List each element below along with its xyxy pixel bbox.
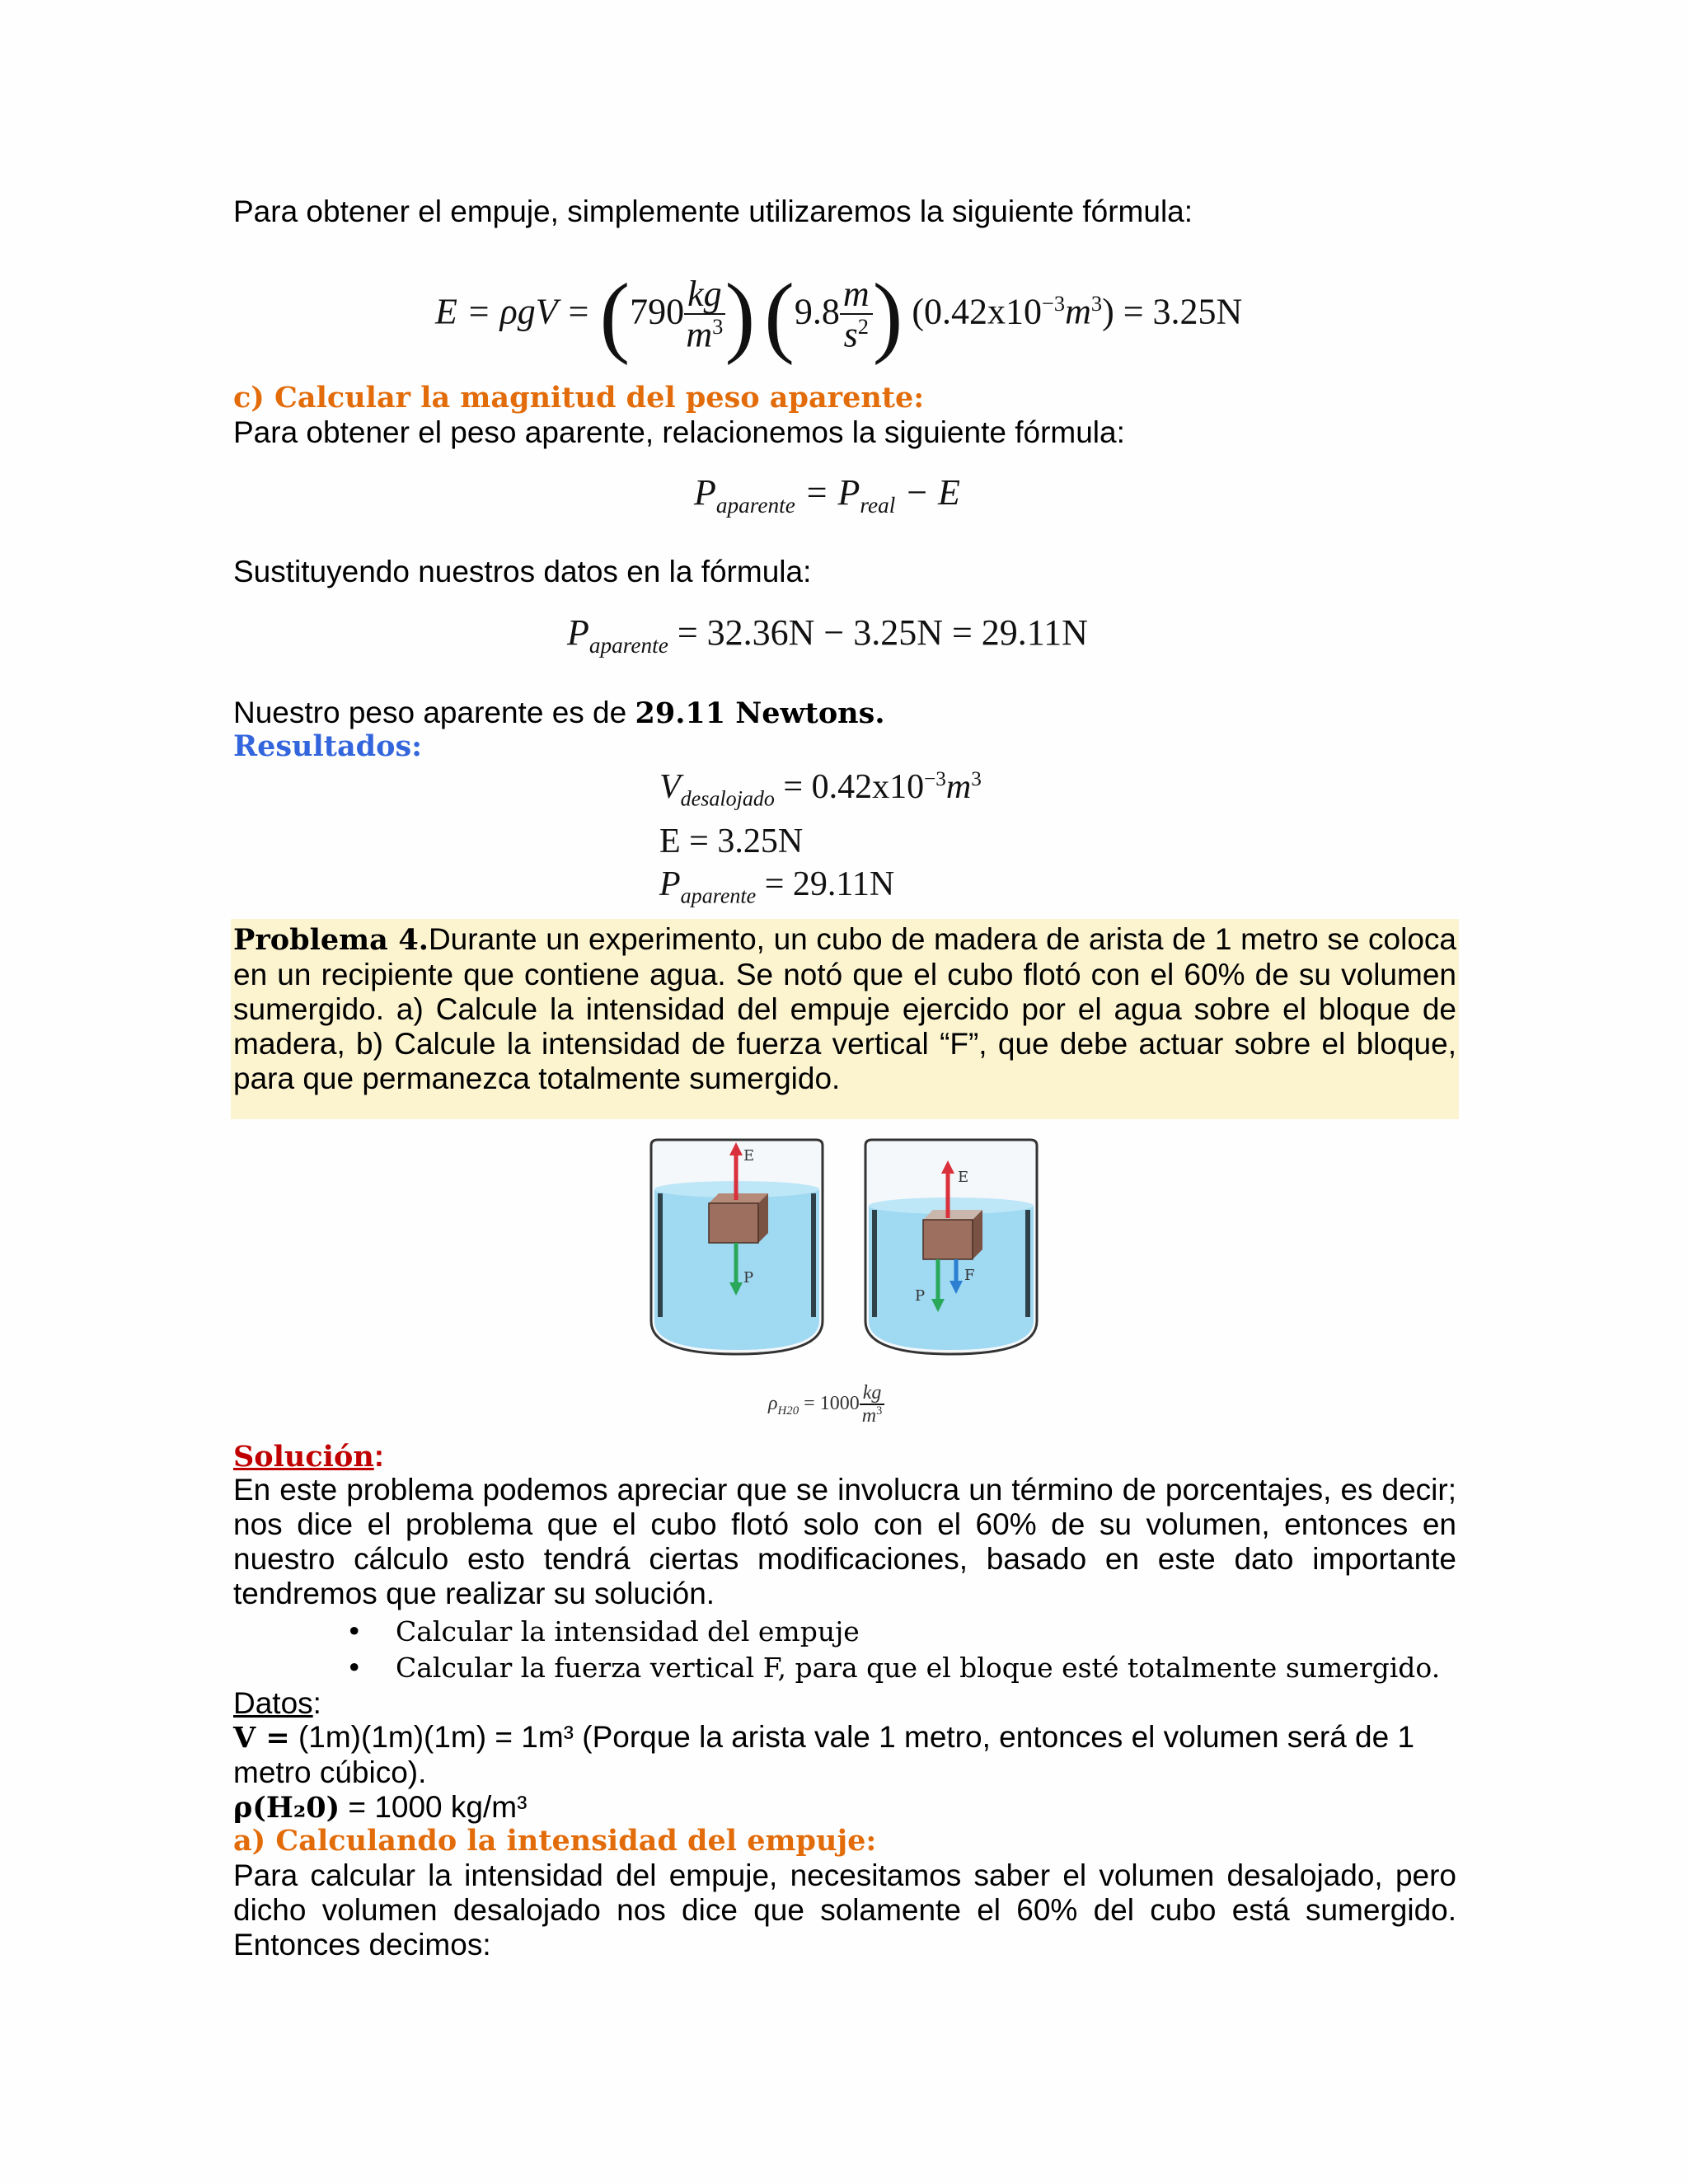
datos-heading bbox=[233, 1685, 321, 1721]
beakers-figure bbox=[643, 1136, 1047, 1366]
beaker-right bbox=[865, 1140, 1037, 1354]
rho-symbol: ρ bbox=[768, 1393, 778, 1414]
res-p-rest: = 29.11N bbox=[756, 865, 895, 904]
section-c-title: c) Calcular la magnitud del peso aparente: bbox=[233, 381, 925, 415]
formula-papn-sub: aparente bbox=[588, 632, 668, 658]
resultado-empuje: E = 3.25N bbox=[659, 823, 804, 861]
v-label: V = bbox=[233, 1721, 290, 1755]
v-text: (1m)(1m)(1m) = 1m³ (Porque la arista vale 1 metro, entonces el volumen será de 1 metro cúbico). bbox=[233, 1720, 1415, 1789]
formula-pap-eq: = P bbox=[795, 472, 860, 513]
bullet-dot: • bbox=[346, 1615, 363, 1647]
rho-num: kg bbox=[862, 1381, 882, 1404]
res-v-unit-exp: 3 bbox=[971, 768, 982, 790]
solucion-colon: : bbox=[373, 1439, 385, 1473]
formula-vol-exp: −3 bbox=[1042, 291, 1066, 316]
formula-peso-aparente-numeric bbox=[567, 612, 1088, 658]
formula-g-value: 9.8 bbox=[794, 291, 840, 332]
intro-empuje: Para obtener el empuje, simplemente utilizaremos la siguiente fórmula: bbox=[233, 194, 1193, 228]
formula-pap-sub-ap: aparente bbox=[715, 492, 795, 518]
resultado-volumen bbox=[659, 758, 982, 820]
datos-colon: : bbox=[312, 1686, 321, 1720]
label-p-right: P bbox=[915, 1287, 926, 1305]
label-p-left: P bbox=[743, 1269, 754, 1286]
rho-eq: = 1000 bbox=[799, 1393, 860, 1414]
formula-pap-sub-real: real bbox=[860, 492, 896, 518]
formula-empuje-lhs: E = ρgV = bbox=[435, 291, 591, 332]
label-e-left: E bbox=[743, 1147, 755, 1165]
peso-aparente-text: Nuestro peso aparente es de bbox=[233, 696, 635, 729]
bullet-item-2 bbox=[346, 1650, 1459, 1686]
formula-papn-p: P bbox=[567, 612, 589, 653]
label-e-right: E bbox=[958, 1169, 969, 1186]
formula-papn-rest: = 32.36N − 3.25N = 29.11N bbox=[668, 612, 1088, 653]
rho-den: m bbox=[861, 1404, 877, 1427]
rho-text: = 1000 kg/m³ bbox=[340, 1790, 528, 1824]
problem-4-text: Durante un experimento, un cubo de madera de arista de 1 metro se coloca en un recipiente que contiene agua. Se notó que el cubo flotó con el 60% de su volumen sumergido. a) Calcule la intensidad del empuje ejercido por el agua sobre el bloque de madera, b) Calcule la intensidad de fuerza vertical “F”, que debe actuar sobre el bloque, para que permanezca totalmente sumergido. bbox=[233, 922, 1456, 1095]
formula-g-den: s bbox=[843, 314, 858, 355]
formula-peso-aparente bbox=[694, 471, 960, 518]
bullet-text-2: Calcular la fuerza vertical F, para que el bloque esté totalmente sumergido. bbox=[396, 1652, 1441, 1684]
formula-vol-unit: m bbox=[1065, 291, 1091, 332]
section-a-title: a) Calculando la intensidad del empuje: bbox=[233, 1824, 877, 1858]
rho-sub: H20 bbox=[777, 1404, 799, 1418]
peso-aparente-line bbox=[233, 695, 1470, 731]
formula-pap-rest: − E bbox=[895, 472, 960, 513]
formula-rho-num: kg bbox=[687, 273, 722, 314]
res-v-exp: −3 bbox=[924, 768, 946, 790]
label-f-right: F bbox=[964, 1267, 975, 1284]
resultado-peso bbox=[659, 863, 982, 917]
problem-4-text-block bbox=[233, 922, 1456, 1096]
peso-aparente-bold: 29.11 Newtons. bbox=[635, 696, 885, 730]
datos-label: Datos bbox=[233, 1686, 313, 1720]
formula-empuje: E = ρgV = (790 $\frac{kg}{m^3}$ ) (9.8 $\frac{m}{s^2}$ ) $(0.42x10^{-3}m^3) = 3.25N$ bbox=[435, 265, 1243, 366]
datos-volume-line bbox=[233, 1720, 1456, 1790]
res-v-unit: m bbox=[945, 768, 972, 806]
problem-4-label: Problema 4. bbox=[233, 923, 429, 957]
formula-volume: (0.42x10 bbox=[912, 291, 1042, 332]
res-p-sub: aparente bbox=[680, 883, 757, 908]
res-v-sub: desalojado bbox=[680, 786, 775, 811]
res-v-rest: = 0.42x10 bbox=[774, 768, 925, 806]
section-a-text: Para calcular la intensidad del empuje, necesitamos saber el volumen desalojado, pero dicho volumen desalojado nos dice que solamente el 60% del cubo está sumergido. Entonces decimos: bbox=[233, 1858, 1456, 1961]
bullet-list bbox=[346, 1614, 1459, 1686]
solucion-heading bbox=[233, 1438, 384, 1474]
solucion-text: En este problema podemos apreciar que se involucra un término de porcentajes, es decir; nos dice el problema que el cubo flotó solo con el 60% de su volumen, entonces en nuestro cálculo esto tendrá ciertas modificaciones, basado en este dato importante tendremos que realizar su solución. bbox=[233, 1473, 1456, 1610]
res-p: P bbox=[659, 865, 681, 904]
resultados-block bbox=[659, 758, 982, 918]
beakers-illustration bbox=[643, 1136, 1047, 1366]
solucion-title: Solución bbox=[233, 1440, 374, 1474]
formula-rho-value: 790 bbox=[630, 291, 685, 332]
section-c-intro: Para obtener el peso aparente, relacionemos la siguiente fórmula: bbox=[233, 415, 1125, 449]
rho-water-formula: $\rho_{H20} = 1000$ $\frac{kg}{m^3}$ bbox=[768, 1375, 884, 1440]
formula-empuje-result: ) = 3.25N bbox=[1102, 291, 1243, 332]
bullet-dot: • bbox=[346, 1652, 363, 1684]
sustituyendo-text: Sustituyendo nuestros datos en la fórmula: bbox=[233, 555, 812, 588]
datos-rho-line bbox=[233, 1789, 1456, 1825]
res-v: V bbox=[659, 768, 681, 806]
resultados-title: Resultados: bbox=[233, 729, 423, 763]
formula-g-num: m bbox=[842, 273, 870, 314]
formula-pap-p: P bbox=[694, 472, 716, 513]
bullet-text-1: Calcular la intensidad del empuje bbox=[396, 1615, 860, 1647]
bullet-item-1 bbox=[346, 1614, 1459, 1650]
formula-rho-den: m bbox=[686, 314, 713, 355]
rho-label: ρ(H₂0) bbox=[233, 1791, 340, 1825]
beaker-left bbox=[651, 1140, 823, 1354]
